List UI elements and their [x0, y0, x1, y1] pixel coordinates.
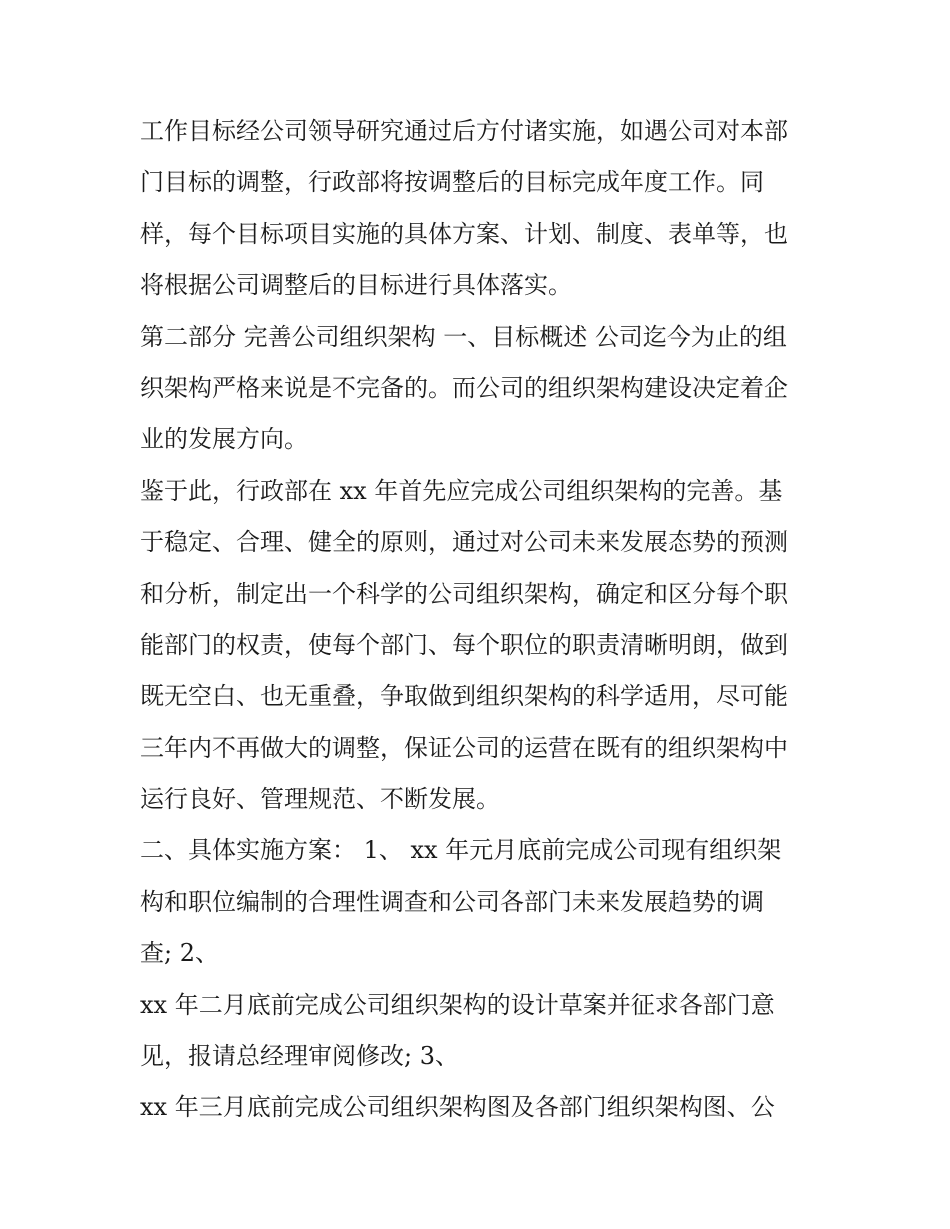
text-line-20: xx 年三月底前完成公司组织架构图及各部门组织架构图、公 [140, 1093, 775, 1122]
text-line-10: 和分析，制定出一个科学的公司组织架构，确定和区分每个职 [140, 579, 788, 608]
text-line-19: 见，报请总经理审阅修改; 3、 [140, 1042, 459, 1071]
text-line-12: 既无空白、也无重叠，争取做到组织架构的科学适用，尽可能 [140, 682, 788, 711]
text-line-14: 运行良好、管理规范、不断发展。 [140, 785, 500, 814]
text-line-17: 查; 2、 [140, 939, 219, 968]
document-body [140, 106, 820, 1134]
text-line-8: 鉴于此，行政部在 xx 年首先应完成公司组织架构的完善。基 [140, 476, 783, 505]
text-line-6: 织架构严格来说是不完备的。而公司的组织架构建设决定着企 [140, 373, 788, 402]
text-line-1: 工作目标经公司领导研究通过后方付诸实施，如遇公司对本部 [140, 117, 788, 145]
text-line-5: 第二部分 完善公司组织架构 一、目标概述 公司迄今为止的组 [140, 322, 787, 351]
text-line-3: 样，每个目标项目实施的具体方案、计划、制度、表单等，也 [140, 219, 788, 248]
text-line-16: 构和职位编制的合理性调查和公司各部门未来发展趋势的调 [140, 887, 764, 916]
text-line-4: 将根据公司调整后的目标进行具体落实。 [140, 271, 572, 300]
text-line-2: 门目标的调整，行政部将按调整后的目标完成年度工作。同 [140, 168, 764, 197]
text-line-11: 能部门的权责，使每个部门、每个职位的职责清晰明朗，做到 [140, 630, 788, 659]
text-line-15: 二、具体实施方案： 1、 xx 年元月底前完成公司现有组织架 [140, 836, 782, 865]
text-line-7: 业的发展方向。 [140, 425, 308, 454]
text-line-9: 于稳定、合理、健全的原则，通过对公司未来发展态势的预测 [140, 528, 788, 557]
text-line-18: xx 年二月底前完成公司组织架构的设计草案并征求各部门意 [140, 990, 775, 1019]
text-line-13: 三年内不再做大的调整，保证公司的运营在既有的组织架构中 [140, 733, 788, 762]
